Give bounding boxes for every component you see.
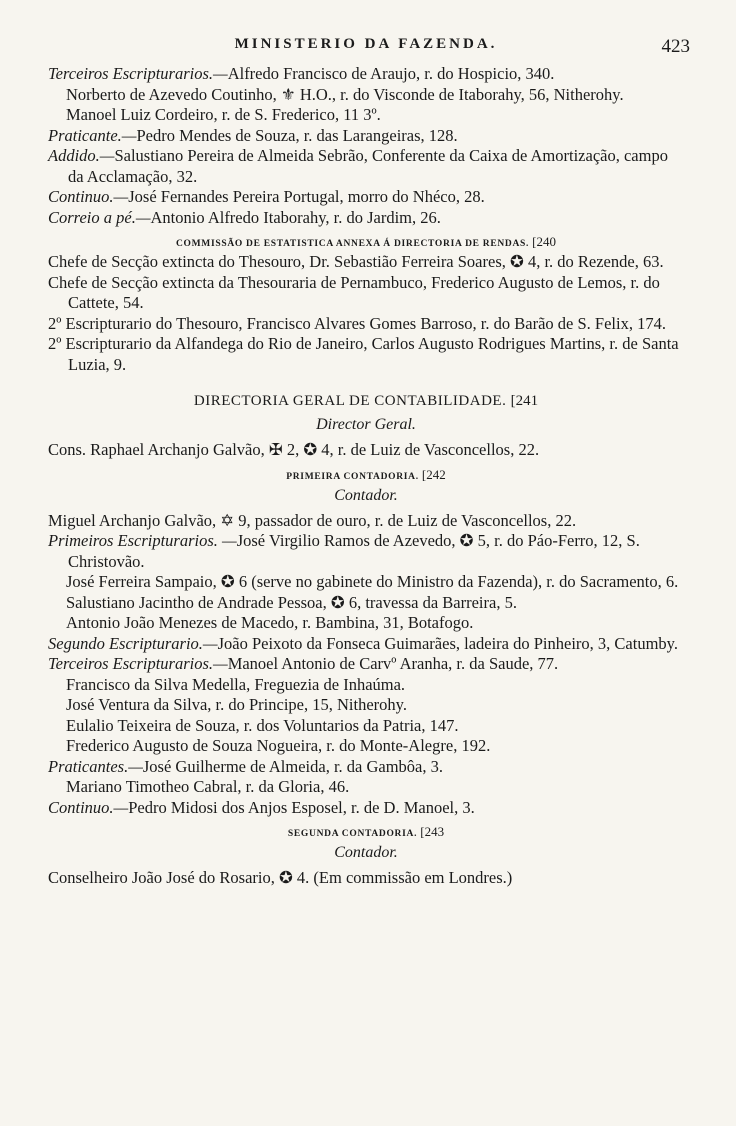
section-code: [241 (510, 393, 539, 409)
entry-line (48, 64, 684, 85)
entry-line (48, 868, 684, 889)
entry-line (48, 531, 684, 572)
entry-text: José Ventura da Silva, r. do Principe, 15, Nitherohy. (66, 695, 407, 714)
section-title: SEGUNDA CONTADORIA. (287, 829, 418, 839)
section-title: PRIMEIRA CONTADORIA. (286, 471, 419, 482)
entry-text: Mariano Timotheo Cabral, r. da Gloria, 46. (66, 777, 350, 796)
section-title: DIRECTORIA GERAL DE CONTABILIDADE. (193, 393, 507, 409)
entry-text: Pedro Mendes de Souza, r. das Larangeiras, 128. (136, 125, 458, 145)
section-title: COMMISSÃO DE ESTATISTICA ANNEXA Á DIRECTORIA DE RENDAS. (175, 239, 530, 249)
entry-text: Alfredo Francisco de Araujo, r. do Hospicio, 340. (227, 64, 555, 83)
section-subtitle: Director Geral. (316, 416, 416, 433)
entry-text: 2º Escripturario do Thesouro, Francisco Alvares Gomes Barroso, r. do Barão de S. Felix, 174. (48, 313, 666, 333)
entry-line (48, 798, 684, 819)
entry-line (48, 511, 684, 532)
entry-text: 2º Escripturario da Alfandega do Rio de Janeiro, Carlos Augusto Rodrigues Martins, r. de Santa Luzia, 9. (48, 334, 679, 374)
entry-line (48, 252, 684, 273)
section-heading-segunda-contadoria (48, 824, 684, 840)
entry-line (48, 675, 684, 696)
page-header (48, 36, 690, 64)
staff-list-rendas (48, 64, 684, 228)
entry-line (48, 187, 684, 208)
role-label: Primeiros Escripturarios. — (48, 531, 237, 550)
role-label: Praticantes.— (48, 756, 143, 776)
section-heading-primeira-contadoria (48, 467, 684, 483)
entry-text: Cons. Raphael Archanjo Galvão, ✠ 2, ✪ 4, r. de Luiz de Vasconcellos, 22. (48, 440, 540, 459)
entry-line (48, 146, 684, 187)
entry-line (48, 314, 684, 335)
role-label: Segundo Escripturario.— (48, 633, 218, 653)
section-code: [240 (532, 234, 557, 249)
section-code: [242 (421, 466, 446, 482)
entry-text: Salustiano Pereira de Almeida Sebrão, Conferente da Caixa de Amortização, campo da Acclamação, 32. (68, 146, 668, 186)
page-number: 423 (661, 36, 690, 57)
entry-text: José Guilherme de Almeida, r. da Gambôa, 3. (142, 756, 444, 776)
entry-line (48, 593, 684, 614)
entry-line (48, 736, 684, 757)
section-subtitle: Contador. (334, 486, 398, 504)
entry-text: Manoel Luiz Cordeiro, r. de S. Frederico, 11 3º. (66, 105, 381, 124)
entry-line (48, 334, 684, 375)
staff-list-director (48, 440, 684, 461)
section-code: [243 (420, 824, 445, 839)
entry-text: João Peixoto da Fonseca Guimarães, ladeira do Pinheiro, 3, Catumby. (217, 633, 678, 653)
role-label: Praticante.— (48, 125, 137, 145)
entry-text: José Ferreira Sampaio, ✪ 6 (serve no gabinete do Ministro da Fazenda), r. do Sacramento, 6. (66, 572, 679, 591)
entry-text: Norberto de Azevedo Coutinho, ⚜ H.O., r. do Visconde de Itaborahy, 56, Nitherohy. (66, 84, 624, 104)
entry-line (48, 126, 684, 147)
entry-text: Chefe de Secção extincta do Thesouro, Dr. Sebastião Ferreira Soares, ✪ 4, r. do Rezende, 63. (48, 252, 664, 271)
entry-line (48, 105, 684, 126)
entry-line (48, 85, 684, 106)
role-label: Continuo.— (48, 797, 129, 817)
entry-line (48, 273, 684, 314)
entry-line (48, 777, 684, 798)
entry-text: Antonio Alfredo Itaborahy, r. do Jardim, 26. (150, 207, 441, 227)
role-label: Correio a pé.— (48, 207, 151, 227)
entry-text: Manoel Antonio de Carvº Aranha, r. da Saude, 77. (227, 654, 559, 673)
entry-text: Francisco da Silva Medella, Freguezia de Inhaúma. (66, 674, 406, 694)
entry-text: Eulalio Teixeira de Souza, r. dos Voluntarios da Patria, 147. (66, 715, 459, 735)
entry-text: Pedro Midosi dos Anjos Esposel, r. de D. Manoel, 3. (128, 797, 475, 817)
role-label: Continuo.— (48, 187, 129, 206)
entry-line (48, 757, 684, 778)
entry-text: José Virgilio Ramos de Azevedo, ✪ 5, r. do Páo-Ferro, 12, S. Christovão. (68, 531, 640, 571)
entry-text: Frederico Augusto de Souza Nogueira, r. do Monte-Alegre, 192. (66, 736, 491, 755)
section-subtitle: Contador. (334, 844, 398, 861)
role-label: Terceiros Escripturarios.— (48, 654, 228, 673)
entry-text: Salustiano Jacintho de Andrade Pessoa, ✪ 6, travessa da Barreira, 5. (66, 592, 517, 612)
staff-list-segunda-contadoria (48, 868, 684, 889)
entry-line (48, 634, 684, 655)
staff-list-primeira-contadoria (48, 511, 684, 819)
entry-line (48, 716, 684, 737)
entry-line (48, 654, 684, 675)
running-title: MINISTERIO DA FAZENDA. (234, 36, 498, 52)
role-label: Terceiros Escripturarios.— (48, 64, 228, 83)
entry-line (48, 613, 684, 634)
entry-line (48, 208, 684, 229)
entry-line (48, 440, 684, 461)
section-heading-contabilidade (48, 393, 684, 410)
entry-text: Antonio João Menezes de Macedo, r. Bambina, 31, Botafogo. (66, 613, 474, 632)
role-label: Addido.— (48, 146, 115, 165)
entry-text: Miguel Archanjo Galvão, ✡ 9, passador de ouro, r. de Luiz de Vasconcellos, 22. (48, 510, 577, 530)
entry-text: José Fernandes Pereira Portugal, morro do Nhéco, 28. (128, 187, 485, 206)
entry-line (48, 695, 684, 716)
entry-text: Conselheiro João José do Rosario, ✪ 4. (Em commissão em Londres.) (48, 868, 513, 887)
section-heading-estatistica (48, 234, 684, 250)
staff-list-estatistica (48, 252, 684, 375)
entry-line (48, 572, 684, 593)
entry-text: Chefe de Secção extincta da Thesouraria de Pernambuco, Frederico Augusto de Lemos, r. do Cattete, 54. (48, 272, 660, 312)
